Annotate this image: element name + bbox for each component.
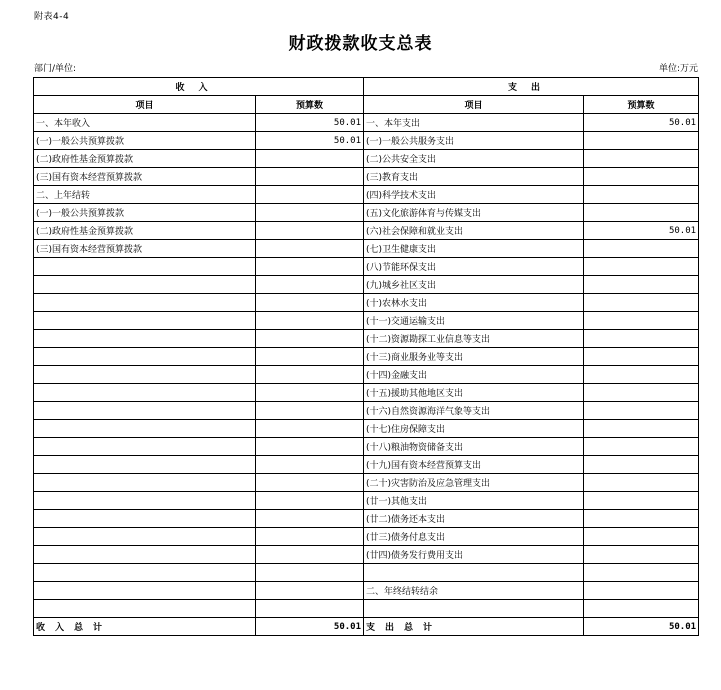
expense-item-cell: (廿四)债务发行费用支出 bbox=[364, 546, 584, 564]
income-value-cell bbox=[256, 150, 364, 168]
income-item-cell bbox=[34, 438, 256, 456]
expense-value-cell bbox=[584, 366, 699, 384]
expense-item-cell: (十二)资源勘探工业信息等支出 bbox=[364, 330, 584, 348]
expense-item-cell: (十七)住房保障支出 bbox=[364, 420, 584, 438]
income-total-value: 50.01 bbox=[256, 618, 364, 636]
table-row bbox=[34, 600, 699, 618]
expense-item-cell: (三)教育支出 bbox=[364, 168, 584, 186]
income-item-cell bbox=[34, 384, 256, 402]
income-item-cell bbox=[34, 474, 256, 492]
expense-value-cell bbox=[584, 510, 699, 528]
expense-value-cell: 50.01 bbox=[584, 114, 699, 132]
income-value-cell bbox=[256, 168, 364, 186]
expense-value-cell bbox=[584, 438, 699, 456]
income-value-cell bbox=[256, 312, 364, 330]
income-item-cell bbox=[34, 366, 256, 384]
income-value-cell: 50.01 bbox=[256, 114, 364, 132]
table-row bbox=[34, 222, 699, 240]
income-value-cell bbox=[256, 204, 364, 222]
table-row bbox=[34, 510, 699, 528]
income-item-cell bbox=[34, 456, 256, 474]
table-row bbox=[34, 438, 699, 456]
expense-value-cell bbox=[584, 132, 699, 150]
income-item-cell bbox=[34, 402, 256, 420]
expense-value-cell bbox=[584, 582, 699, 600]
table-row bbox=[34, 312, 699, 330]
income-value-cell bbox=[256, 294, 364, 312]
table-row bbox=[34, 276, 699, 294]
expense-value-cell bbox=[584, 330, 699, 348]
table-row bbox=[34, 150, 699, 168]
expense-total-value: 50.01 bbox=[584, 618, 699, 636]
income-item-cell bbox=[34, 258, 256, 276]
table-row bbox=[34, 330, 699, 348]
expense-value-cell bbox=[584, 240, 699, 258]
expense-value-cell bbox=[584, 168, 699, 186]
expense-item-cell: (八)节能环保支出 bbox=[364, 258, 584, 276]
expense-value-cell bbox=[584, 276, 699, 294]
income-budget-header: 预算数 bbox=[256, 96, 364, 114]
table-row bbox=[34, 546, 699, 564]
page-title: 财政拨款收支总表 bbox=[288, 34, 433, 54]
income-total-label: 收入总计 bbox=[34, 618, 256, 636]
expense-item-cell: (廿三)债务付息支出 bbox=[364, 528, 584, 546]
income-item-cell: (一)一般公共预算拨款 bbox=[34, 132, 256, 150]
expense-item-header: 项目 bbox=[364, 96, 584, 114]
income-item-cell bbox=[34, 492, 256, 510]
expense-value-cell bbox=[584, 294, 699, 312]
expense-item-cell: (四)科学技术支出 bbox=[364, 186, 584, 204]
expense-value-cell bbox=[584, 204, 699, 222]
income-item-cell: (二)政府性基金预算拨款 bbox=[34, 150, 256, 168]
income-value-cell bbox=[256, 258, 364, 276]
income-value-cell bbox=[256, 492, 364, 510]
expense-item-cell: (七)卫生健康支出 bbox=[364, 240, 584, 258]
expense-item-cell: (十)农林水支出 bbox=[364, 294, 584, 312]
income-value-cell bbox=[256, 330, 364, 348]
expense-budget-header: 预算数 bbox=[584, 96, 699, 114]
expense-value-cell bbox=[584, 384, 699, 402]
table-row bbox=[34, 114, 699, 132]
table-row bbox=[34, 582, 699, 600]
table-row bbox=[34, 366, 699, 384]
expense-item-cell: (五)文化旅游体育与传媒支出 bbox=[364, 204, 584, 222]
expense-value-cell: 50.01 bbox=[584, 222, 699, 240]
expense-value-cell bbox=[584, 402, 699, 420]
table-row bbox=[34, 528, 699, 546]
table-row bbox=[34, 456, 699, 474]
column-header-row bbox=[34, 96, 699, 114]
income-item-cell: (一)一般公共预算拨款 bbox=[34, 204, 256, 222]
expense-item-cell bbox=[364, 564, 584, 582]
expense-item-cell: (廿一)其他支出 bbox=[364, 492, 584, 510]
expense-value-cell bbox=[584, 456, 699, 474]
income-value-cell bbox=[256, 456, 364, 474]
income-item-cell: 一、本年收入 bbox=[34, 114, 256, 132]
dept-label: 部门/单位: bbox=[34, 64, 77, 74]
income-value-cell bbox=[256, 222, 364, 240]
unit-label: 单位:万元 bbox=[658, 64, 698, 74]
income-item-cell bbox=[34, 582, 256, 600]
income-item-cell bbox=[34, 294, 256, 312]
income-value-cell bbox=[256, 438, 364, 456]
annex-label: 附表4-4 bbox=[34, 12, 70, 22]
income-item-cell bbox=[34, 312, 256, 330]
income-item-cell: 二、上年结转 bbox=[34, 186, 256, 204]
expense-item-cell: 一、本年支出 bbox=[364, 114, 584, 132]
income-item-cell bbox=[34, 330, 256, 348]
income-value-cell bbox=[256, 366, 364, 384]
expense-value-cell bbox=[584, 348, 699, 366]
income-value-cell: 50.01 bbox=[256, 132, 364, 150]
income-item-cell bbox=[34, 348, 256, 366]
income-value-cell bbox=[256, 186, 364, 204]
expense-value-cell bbox=[584, 528, 699, 546]
budget-table bbox=[33, 77, 699, 636]
income-value-cell bbox=[256, 474, 364, 492]
table-row bbox=[34, 474, 699, 492]
expense-value-cell bbox=[584, 312, 699, 330]
table-row bbox=[34, 204, 699, 222]
expense-item-cell: (十五)援助其他地区支出 bbox=[364, 384, 584, 402]
income-item-cell bbox=[34, 600, 256, 618]
expense-item-cell: (十六)自然资源海洋气象等支出 bbox=[364, 402, 584, 420]
income-value-cell bbox=[256, 510, 364, 528]
table-row bbox=[34, 294, 699, 312]
table-row bbox=[34, 240, 699, 258]
table-row bbox=[34, 132, 699, 150]
income-item-cell bbox=[34, 420, 256, 438]
expense-item-cell: (十八)粮油物资储备支出 bbox=[364, 438, 584, 456]
expense-item-cell: (二)公共安全支出 bbox=[364, 150, 584, 168]
expense-item-cell: (一)一般公共服务支出 bbox=[364, 132, 584, 150]
expense-value-cell bbox=[584, 186, 699, 204]
income-item-cell bbox=[34, 564, 256, 582]
income-value-cell bbox=[256, 546, 364, 564]
expense-item-cell: 二、年终结转结余 bbox=[364, 582, 584, 600]
expense-item-cell: (十四)金融支出 bbox=[364, 366, 584, 384]
income-item-cell: (二)政府性基金预算拨款 bbox=[34, 222, 256, 240]
totals-row bbox=[34, 618, 699, 636]
expense-value-cell bbox=[584, 258, 699, 276]
expense-value-cell bbox=[584, 546, 699, 564]
table-row bbox=[34, 168, 699, 186]
table-row bbox=[34, 348, 699, 366]
expense-value-cell bbox=[584, 420, 699, 438]
income-item-cell bbox=[34, 276, 256, 294]
table-row bbox=[34, 492, 699, 510]
income-item-cell: (三)国有资本经营预算拨款 bbox=[34, 168, 256, 186]
expense-total-label: 支出总计 bbox=[364, 618, 584, 636]
expense-value-cell bbox=[584, 150, 699, 168]
expense-item-cell: (十一)交通运输支出 bbox=[364, 312, 584, 330]
expense-value-cell bbox=[584, 564, 699, 582]
expense-section-header: 支出 bbox=[364, 78, 699, 96]
income-item-cell bbox=[34, 510, 256, 528]
expense-item-cell: (十九)国有资本经营预算支出 bbox=[364, 456, 584, 474]
expense-item-cell: (二十)灾害防治及应急管理支出 bbox=[364, 474, 584, 492]
income-item-cell: (三)国有资本经营预算拨款 bbox=[34, 240, 256, 258]
income-value-cell bbox=[256, 276, 364, 294]
section-header-row bbox=[34, 78, 699, 96]
income-value-cell bbox=[256, 528, 364, 546]
table-row bbox=[34, 402, 699, 420]
income-section-header: 收入 bbox=[34, 78, 364, 96]
income-value-cell bbox=[256, 600, 364, 618]
expense-item-cell: (廿二)债务还本支出 bbox=[364, 510, 584, 528]
expense-item-cell bbox=[364, 600, 584, 618]
table-row bbox=[34, 420, 699, 438]
expense-item-cell: (十三)商业服务业等支出 bbox=[364, 348, 584, 366]
income-value-cell bbox=[256, 384, 364, 402]
table-row bbox=[34, 384, 699, 402]
income-value-cell bbox=[256, 402, 364, 420]
expense-value-cell bbox=[584, 474, 699, 492]
income-value-cell bbox=[256, 564, 364, 582]
expense-item-cell: (六)社会保障和就业支出 bbox=[364, 222, 584, 240]
expense-value-cell bbox=[584, 492, 699, 510]
income-item-cell bbox=[34, 546, 256, 564]
income-value-cell bbox=[256, 582, 364, 600]
income-value-cell bbox=[256, 348, 364, 366]
table-row bbox=[34, 186, 699, 204]
income-item-cell bbox=[34, 528, 256, 546]
expense-item-cell: (九)城乡社区支出 bbox=[364, 276, 584, 294]
income-value-cell bbox=[256, 420, 364, 438]
table-row bbox=[34, 258, 699, 276]
expense-value-cell bbox=[584, 600, 699, 618]
table-row bbox=[34, 564, 699, 582]
income-item-header: 项目 bbox=[34, 96, 256, 114]
income-value-cell bbox=[256, 240, 364, 258]
